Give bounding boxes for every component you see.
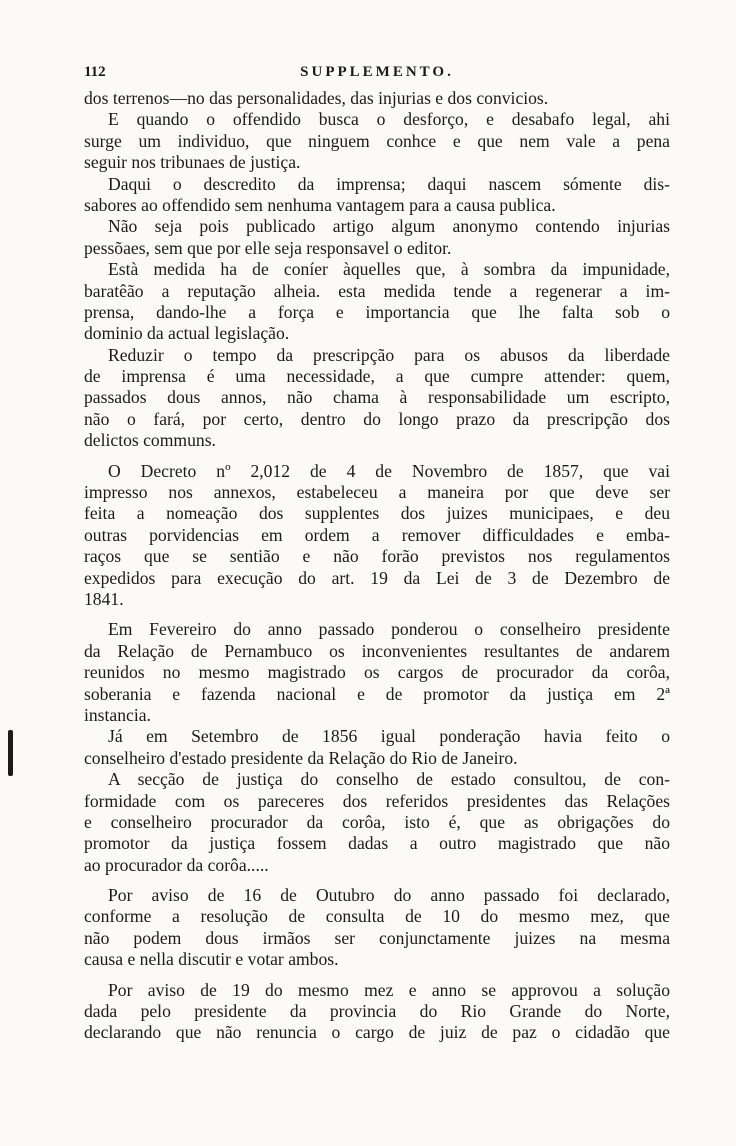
paragraph-gap	[84, 876, 670, 885]
text-line: não o fará, por certo, dentro do longo prazo da prescripção dos	[84, 408, 670, 429]
paragraph	[84, 885, 670, 971]
text-line: Por aviso de 19 do mesmo mez e anno se approvou a solução	[108, 979, 670, 1000]
text-line: O Decreto nº 2,012 de 4 de Novembro de 1857, que vai	[108, 460, 670, 481]
text-line: dominio da actual legislação.	[84, 323, 290, 344]
text-line: promotor da justiça fossem dadas a outro magistrado que não	[84, 833, 670, 854]
paragraph-gap	[84, 452, 670, 461]
text-line: pessõaes, sem que por elle seja responsavel o editor.	[84, 237, 452, 258]
text-line: impresso nos annexos, estabeleceu a maneira por que deve ser	[84, 482, 670, 503]
paragraph	[84, 461, 670, 611]
text-line: Não seja pois publicado artigo algum anonymo contendo injurias	[108, 216, 670, 237]
text-line: E quando o offendido busca o desforço, e desabafo legal, ahi	[108, 109, 670, 130]
text-line: outras porvidencias em ordem a remover difficuldades e emba-	[84, 524, 670, 545]
text-line: A secção de justiça do conselho de estado consultou, de con-	[108, 769, 670, 790]
text-line: passados dous annos, não chama à responsabilidade um escripto,	[84, 387, 670, 408]
text-line: expedidos para execução do art. 19 da Lei de 3 de Dezembro de	[84, 567, 670, 588]
text-line: Està medida ha de coníer àquelles que, à sombra da impunidade,	[108, 259, 670, 280]
text-line: da Relação de Pernambuco os inconvenientes resultantes de andarem	[84, 640, 670, 661]
text-line: surge um individuo, que ninguem conhce e que nem vale a pena	[84, 130, 670, 151]
text-line: declarando que não renuncia o cargo de juiz de paz o cidadão que	[84, 1022, 670, 1043]
text-line: prensa, dando-lhe a força e importancia que lhe falta sob o	[84, 301, 670, 322]
text-line: reunidos no mesmo magistrado os cargos de procurador da corôa,	[84, 662, 670, 683]
text-line: causa e nella discutir e votar ambos.	[84, 949, 339, 970]
running-head	[84, 62, 670, 88]
paragraph	[84, 259, 670, 345]
paragraph	[84, 174, 670, 217]
text-line: e conselheiro procurador da corôa, isto é, que as obrigações do	[84, 811, 670, 832]
text-line: soberania e fazenda nacional e de promotor da justiça em 2ª	[84, 683, 670, 704]
text-line: Por aviso de 16 de Outubro do anno passado foi declarado,	[108, 885, 670, 906]
paragraph	[84, 216, 670, 259]
text-line: não podem dous irmãos ser conjunctamente juizes na mesma	[84, 927, 670, 948]
text-line: dos terrenos—no das personalidades, das injurias e dos convicios.	[84, 88, 549, 108]
body-text	[84, 88, 670, 1044]
text-line: Daqui o descredito da imprensa; daqui nascem sómente dis-	[108, 173, 670, 194]
paragraph	[84, 88, 670, 109]
text-line: formidade com os pareceres dos referidos presidentes das Relações	[84, 790, 670, 811]
book-page	[84, 62, 670, 1044]
text-line: sabores ao offendido sem nenhuma vantagem para a causa publica.	[84, 194, 556, 215]
text-line: raços que se sentião e não forão previstos nos regulamentos	[84, 546, 670, 567]
margin-mark	[8, 730, 13, 776]
text-line: ao procurador da corôa.....	[84, 854, 269, 875]
paragraph	[84, 980, 670, 1044]
text-line: feita a nomeação dos supplentes dos juizes municipaes, e deu	[84, 503, 670, 524]
paragraph	[84, 726, 670, 769]
paragraph	[84, 619, 670, 726]
text-line: conselheiro d'estado presidente da Relação do Rio de Janeiro.	[84, 747, 518, 768]
text-line: baratêão a reputação alheia. esta medida tende a regenerar a im-	[84, 280, 670, 301]
text-line: delictos communs.	[84, 430, 216, 451]
text-line: Em Fevereiro do anno passado ponderou o conselheiro presidente	[108, 619, 670, 640]
text-line: seguir nos tribunaes de justiça.	[84, 152, 301, 173]
text-line: instancia.	[84, 704, 151, 725]
text-line: Reduzir o tempo da prescripção para os abusos da liberdade	[108, 344, 670, 365]
paragraph	[84, 109, 670, 173]
text-line: conforme a resolução de consulta de 10 do mesmo mez, que	[84, 906, 670, 927]
running-title: SUPPLEMENTO.	[300, 64, 454, 80]
paragraph-gap	[84, 971, 670, 980]
paragraph	[84, 345, 670, 452]
text-line: Já em Setembro de 1856 igual ponderação havia feito o	[108, 726, 670, 747]
text-line: 1841.	[84, 588, 124, 609]
paragraph	[84, 769, 670, 876]
paragraph-gap	[84, 610, 670, 619]
page-number: 112	[84, 64, 106, 80]
text-line: de imprensa é uma necessidade, a que cumpre attender: quem,	[84, 366, 670, 387]
text-line: dada pelo presidente da provincia do Rio Grande do Norte,	[84, 1001, 670, 1022]
